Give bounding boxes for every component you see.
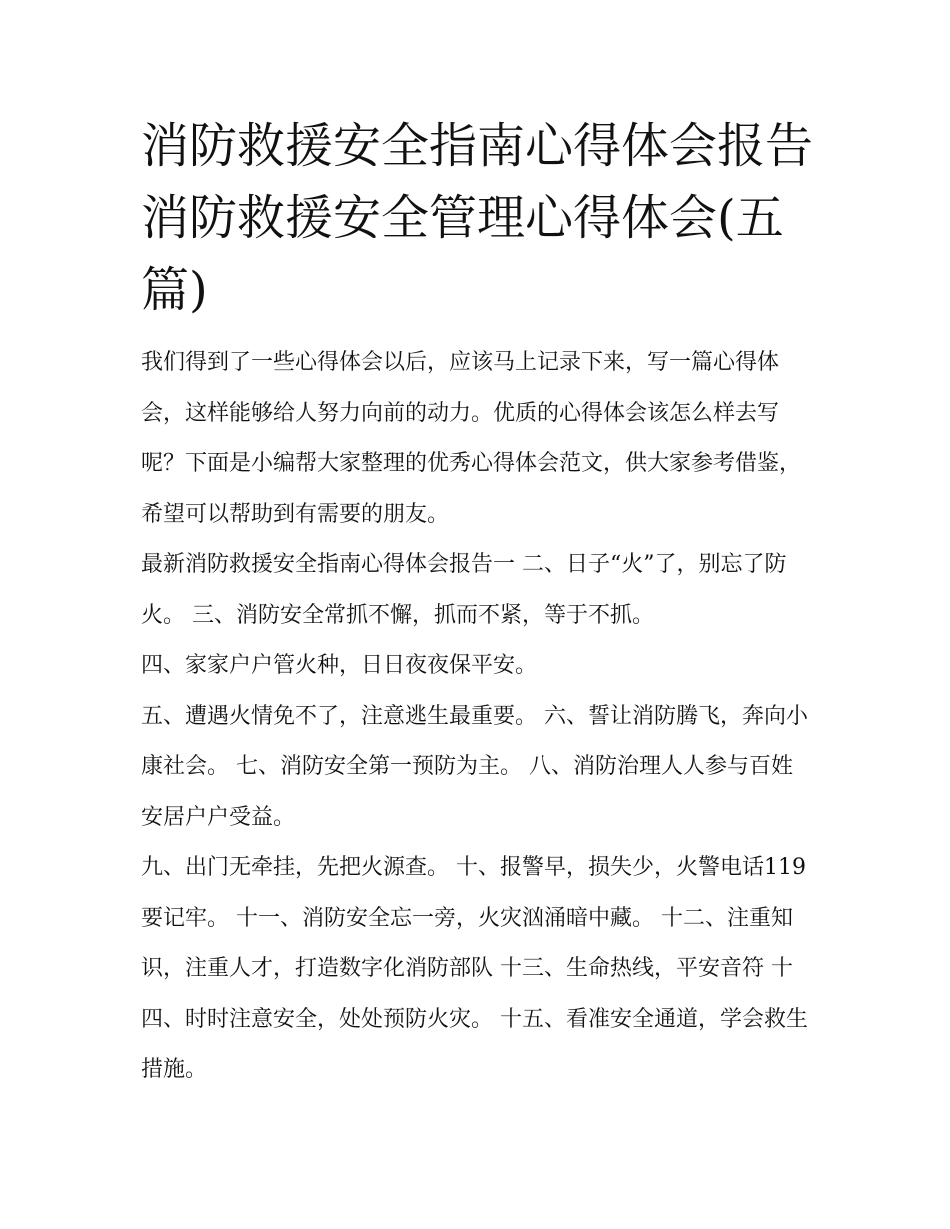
intro-paragraph: 我们得到了一些心得体会以后，应该马上记录下来，写一篇心得体会，这样能够给人努力向前的动力。优质的心得体会该怎么样去写呢？下面是小编帮大家整理的优秀心得体会范文，供大家参考借鉴，希望可以帮助到有需要的朋友。: [141, 350, 802, 527]
document-title: 消防救援安全指南心得体会报告 消防救援安全管理心得体会(五篇): [141, 118, 814, 318]
body-paragraph: 九、出门无牵挂，先把火源查。 十、报警早，损失少，火警电话119要记牢。 十一、消防安全忘一旁，火灾汹涌暗中藏。 十二、注重知识，注重人才，打造数字化消防部队 十三、生命热线，平安音符 十四、时时注意安全，处处预防火灾。 十五、看准安全通道，学会救生措施。: [141, 855, 808, 1082]
body-paragraph: 四、家家户户管火种，日日夜夜保平安。: [141, 653, 538, 678]
body-paragraph: 五、遭遇火情免不了，注意逃生最重要。 六、誓让消防腾飞，奔向小康社会。 七、消防安全第一预防为主。 八、消防治理人人参与百姓安居户户受益。: [141, 703, 808, 830]
document-body: [141, 110, 813, 1096]
body-paragraph: 最新消防救援安全指南心得体会报告一 二、日子“火”了，别忘了防火。 三、消防安全常抓不懈，抓而不紧，等于不抓。: [141, 552, 787, 628]
